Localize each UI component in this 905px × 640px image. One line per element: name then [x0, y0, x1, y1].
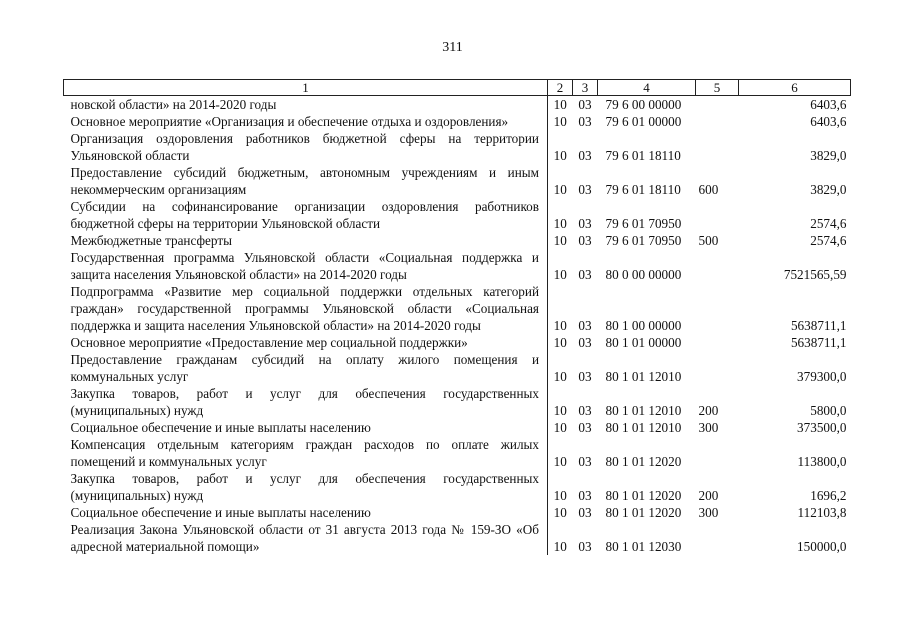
row-description: Основное мероприятие «Организация и обеспечение отдыха и оздоровления»	[70, 114, 509, 129]
row-section: 10	[548, 521, 573, 555]
row-subsection: 03	[578, 335, 592, 350]
table-row	[64, 521, 851, 555]
row-target-code: 79 6 01 18110	[605, 148, 681, 163]
row-expense-type: 500	[698, 233, 719, 248]
row-section: 10	[548, 96, 573, 114]
row-expense-type: 200	[698, 403, 719, 418]
row-amount: 3829,0	[810, 182, 847, 197]
row-amount: 379300,0	[797, 369, 847, 384]
row-target-code: 79 6 01 70950	[605, 216, 682, 231]
row-section: 10	[548, 504, 573, 521]
table-row	[64, 113, 851, 130]
header-col-3: 3	[573, 80, 598, 96]
row-amount: 7521565,59	[783, 267, 847, 282]
row-amount: 113800,0	[797, 454, 847, 469]
row-expense-type	[696, 334, 739, 351]
row-description: Предоставление гражданам субсидий на оплату жилого помещения и коммунальных услуг	[70, 352, 539, 384]
row-subsection: 03	[578, 403, 592, 418]
row-amount: 6403,6	[810, 97, 847, 112]
row-section: 10	[548, 351, 573, 385]
row-section: 10	[548, 334, 573, 351]
row-amount: 5638711,1	[790, 335, 847, 350]
row-expense-type: 300	[698, 505, 719, 520]
table-row	[64, 504, 851, 521]
row-section: 10	[548, 232, 573, 249]
header-col-4: 4	[598, 80, 696, 96]
row-target-code: 80 1 01 12020	[605, 488, 682, 503]
row-description: Закупка товаров, работ и услуг для обеспечения государственных (муниципальных) нужд	[70, 386, 539, 418]
row-description: Основное мероприятие «Предоставление мер социальной поддержки»	[70, 335, 468, 350]
table-row	[64, 436, 851, 470]
row-target-code: 80 1 01 12010	[605, 403, 682, 418]
row-target-code: 80 1 01 12010	[605, 420, 682, 435]
row-subsection: 03	[578, 505, 592, 520]
row-amount: 1696,2	[810, 488, 847, 503]
row-subsection: 03	[578, 488, 592, 503]
table-row	[64, 164, 851, 198]
row-description: Компенсация отдельным категориям граждан расходов по оплате жилых помещений и коммунальных услуг	[70, 437, 539, 469]
row-target-code: 80 0 00 00000	[605, 267, 682, 282]
row-subsection: 03	[578, 420, 592, 435]
table-row	[64, 334, 851, 351]
row-target-code: 79 6 01 18110	[605, 182, 681, 197]
header-col-5: 5	[696, 80, 739, 96]
table-row	[64, 249, 851, 283]
row-target-code: 79 6 00 00000	[605, 97, 682, 112]
header-col-6: 6	[739, 80, 851, 96]
table-header-row	[64, 80, 851, 96]
row-target-code: 80 1 01 00000	[605, 335, 682, 350]
row-subsection: 03	[578, 216, 592, 231]
row-subsection: 03	[578, 454, 592, 469]
row-description: Подпрограмма «Развитие мер социальной поддержки отдельных категорий граждан» государственной программы Ульяновской области «Социальная поддержка и защита населения Ульяновской области» на 2014-2020 годы	[70, 284, 539, 333]
row-description: Организация оздоровления работников бюджетной сферы на территории Ульяновской области	[70, 131, 539, 163]
row-subsection: 03	[578, 539, 592, 554]
table-row	[64, 419, 851, 436]
row-subsection: 03	[578, 369, 592, 384]
row-subsection: 03	[578, 233, 592, 248]
row-expense-type	[696, 436, 739, 470]
table-row	[64, 283, 851, 334]
row-subsection: 03	[578, 267, 592, 282]
row-expense-type: 600	[698, 182, 719, 197]
row-amount: 2574,6	[810, 216, 847, 231]
row-target-code: 80 1 01 12010	[605, 369, 682, 384]
row-section: 10	[548, 249, 573, 283]
table-row	[64, 385, 851, 419]
row-expense-type	[696, 96, 739, 114]
row-section: 10	[548, 198, 573, 232]
row-description: Субсидии на софинансирование организации оздоровления работников бюджетной сферы на территории Ульяновской области	[70, 199, 539, 231]
row-expense-type	[696, 198, 739, 232]
row-target-code: 80 1 01 12030	[605, 539, 682, 554]
row-expense-type	[696, 113, 739, 130]
row-section: 10	[548, 385, 573, 419]
table-row	[64, 470, 851, 504]
row-description: Закупка товаров, работ и услуг для обеспечения государственных (муниципальных) нужд	[70, 471, 539, 503]
row-expense-type	[696, 283, 739, 334]
row-section: 10	[548, 283, 573, 334]
row-expense-type: 300	[698, 420, 719, 435]
row-section: 10	[548, 113, 573, 130]
row-amount: 150000,0	[797, 539, 847, 554]
row-description: Государственная программа Ульяновской области «Социальная поддержка и защита населения Ульяновской области» на 2014-2020 годы	[70, 250, 539, 282]
row-amount: 5800,0	[810, 403, 847, 418]
row-section: 10	[548, 164, 573, 198]
row-subsection: 03	[578, 148, 592, 163]
row-description: Предоставление субсидий бюджетным, автономным учреждениям и иным некоммерческим организациям	[70, 165, 539, 197]
row-expense-type	[696, 521, 739, 555]
header-col-2: 2	[548, 80, 573, 96]
row-subsection: 03	[578, 182, 592, 197]
row-amount: 112103,8	[797, 505, 847, 520]
table-row	[64, 96, 851, 114]
row-target-code: 79 6 01 00000	[605, 114, 682, 129]
row-description: Межбюджетные трансферты	[70, 233, 232, 248]
row-description: новской области» на 2014-2020 годы	[70, 97, 277, 112]
table-row	[64, 198, 851, 232]
row-target-code: 79 6 01 70950	[605, 233, 682, 248]
row-target-code: 80 1 00 00000	[605, 318, 682, 333]
table-body	[64, 96, 851, 556]
row-section: 10	[548, 419, 573, 436]
row-description: Социальное обеспечение и иные выплаты населению	[70, 420, 371, 435]
budget-table	[63, 79, 851, 555]
row-section: 10	[548, 130, 573, 164]
row-expense-type	[696, 249, 739, 283]
row-expense-type: 200	[698, 488, 719, 503]
row-amount: 2574,6	[810, 233, 847, 248]
table-row	[64, 232, 851, 249]
row-description: Социальное обеспечение и иные выплаты населению	[70, 505, 371, 520]
header-col-1: 1	[64, 80, 548, 96]
row-target-code: 80 1 01 12020	[605, 505, 682, 520]
row-description: Реализация Закона Ульяновской области от 31 августа 2013 года № 159-ЗО «Об адресной материальной помощи»	[70, 522, 539, 554]
page-number: 311	[442, 40, 463, 55]
row-target-code: 80 1 01 12020	[605, 454, 682, 469]
row-section: 10	[548, 436, 573, 470]
row-expense-type	[696, 351, 739, 385]
table-row	[64, 351, 851, 385]
row-amount: 3829,0	[810, 148, 847, 163]
row-subsection: 03	[578, 318, 592, 333]
row-amount: 373500,0	[797, 420, 847, 435]
row-section: 10	[548, 470, 573, 504]
row-expense-type	[696, 130, 739, 164]
row-subsection: 03	[578, 114, 592, 129]
row-amount: 6403,6	[810, 114, 847, 129]
table-row	[64, 130, 851, 164]
row-amount: 5638711,1	[790, 318, 847, 333]
row-subsection: 03	[578, 97, 592, 112]
